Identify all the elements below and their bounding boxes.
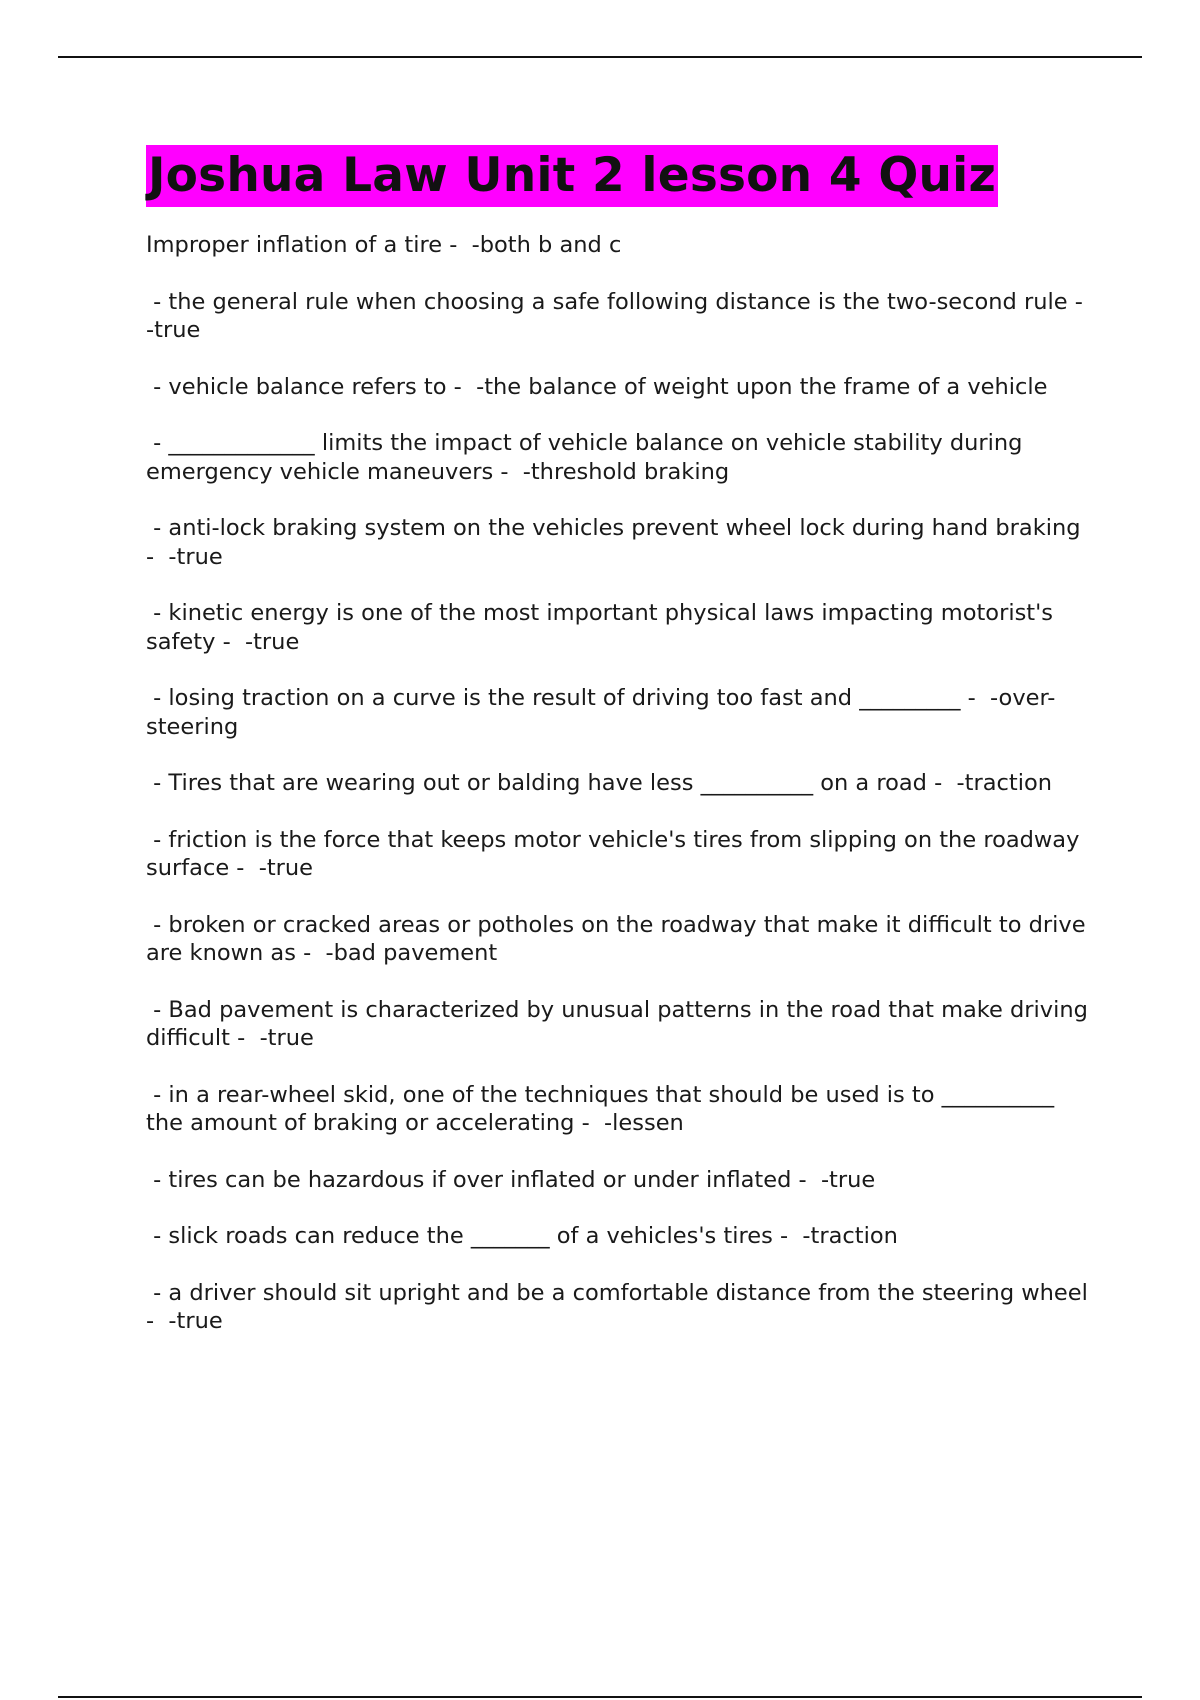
- question-answer-item-8: - Tires that are wearing out or balding have less __________ on a road - -traction: [146, 770, 1052, 796]
- question-answer-item-4: - _____________ limits the impact of vehicle balance on vehicle stability during emergency vehicle maneuvers - -threshold braking: [146, 430, 1030, 485]
- question-answer-item-5: - anti-lock braking system on the vehicles prevent wheel lock during hand braking - -true: [146, 515, 1088, 570]
- quiz-title: Joshua Law Unit 2 lesson 4 Quiz: [146, 145, 998, 207]
- question-answer-item-12: - in a rear-wheel skid, one of the techniques that should be used is to __________ the amount of braking or accelerating - -lessen: [146, 1081, 1062, 1136]
- question-answer-item-6: - kinetic energy is one of the most important physical laws impacting motorist's safety - -true: [146, 600, 1061, 655]
- question-answer-item-15: - a driver should sit upright and be a comfortable distance from the steering wheel - -true: [146, 1279, 1096, 1334]
- question-answer-item-2: - the general rule when choosing a safe following distance is the two-second rule - -true: [146, 288, 1098, 343]
- top-page-rule: [58, 56, 1142, 58]
- question-answer-item-3: - vehicle balance refers to - -the balance of weight upon the frame of a vehicle: [146, 373, 1048, 400]
- question-answer-item-1: Improper inflation of a tire - -both b and c: [146, 232, 622, 258]
- question-answer-item-13: - tires can be hazardous if over inflated or under inflated - -true: [146, 1166, 876, 1193]
- question-answer-list: [146, 231, 1098, 1336]
- question-answer-item-7: - losing traction on a curve is the result of driving too fast and _________ - -over-steering: [146, 685, 1056, 740]
- question-answer-item-14: - slick roads can reduce the _______ of a vehicles's tires - -traction: [146, 1223, 898, 1249]
- page-content: [146, 145, 1098, 1364]
- question-answer-item-9: - friction is the force that keeps motor vehicle's tires from slipping on the roadway surface - -true: [146, 826, 1087, 881]
- bottom-page-rule: [58, 1696, 1142, 1698]
- question-answer-item-11: - Bad pavement is characterized by unusual patterns in the road that make driving difficult - -true: [146, 996, 1096, 1051]
- question-answer-item-10: - broken or cracked areas or potholes on the roadway that make it difficult to drive are known as - -bad pavement: [146, 911, 1093, 966]
